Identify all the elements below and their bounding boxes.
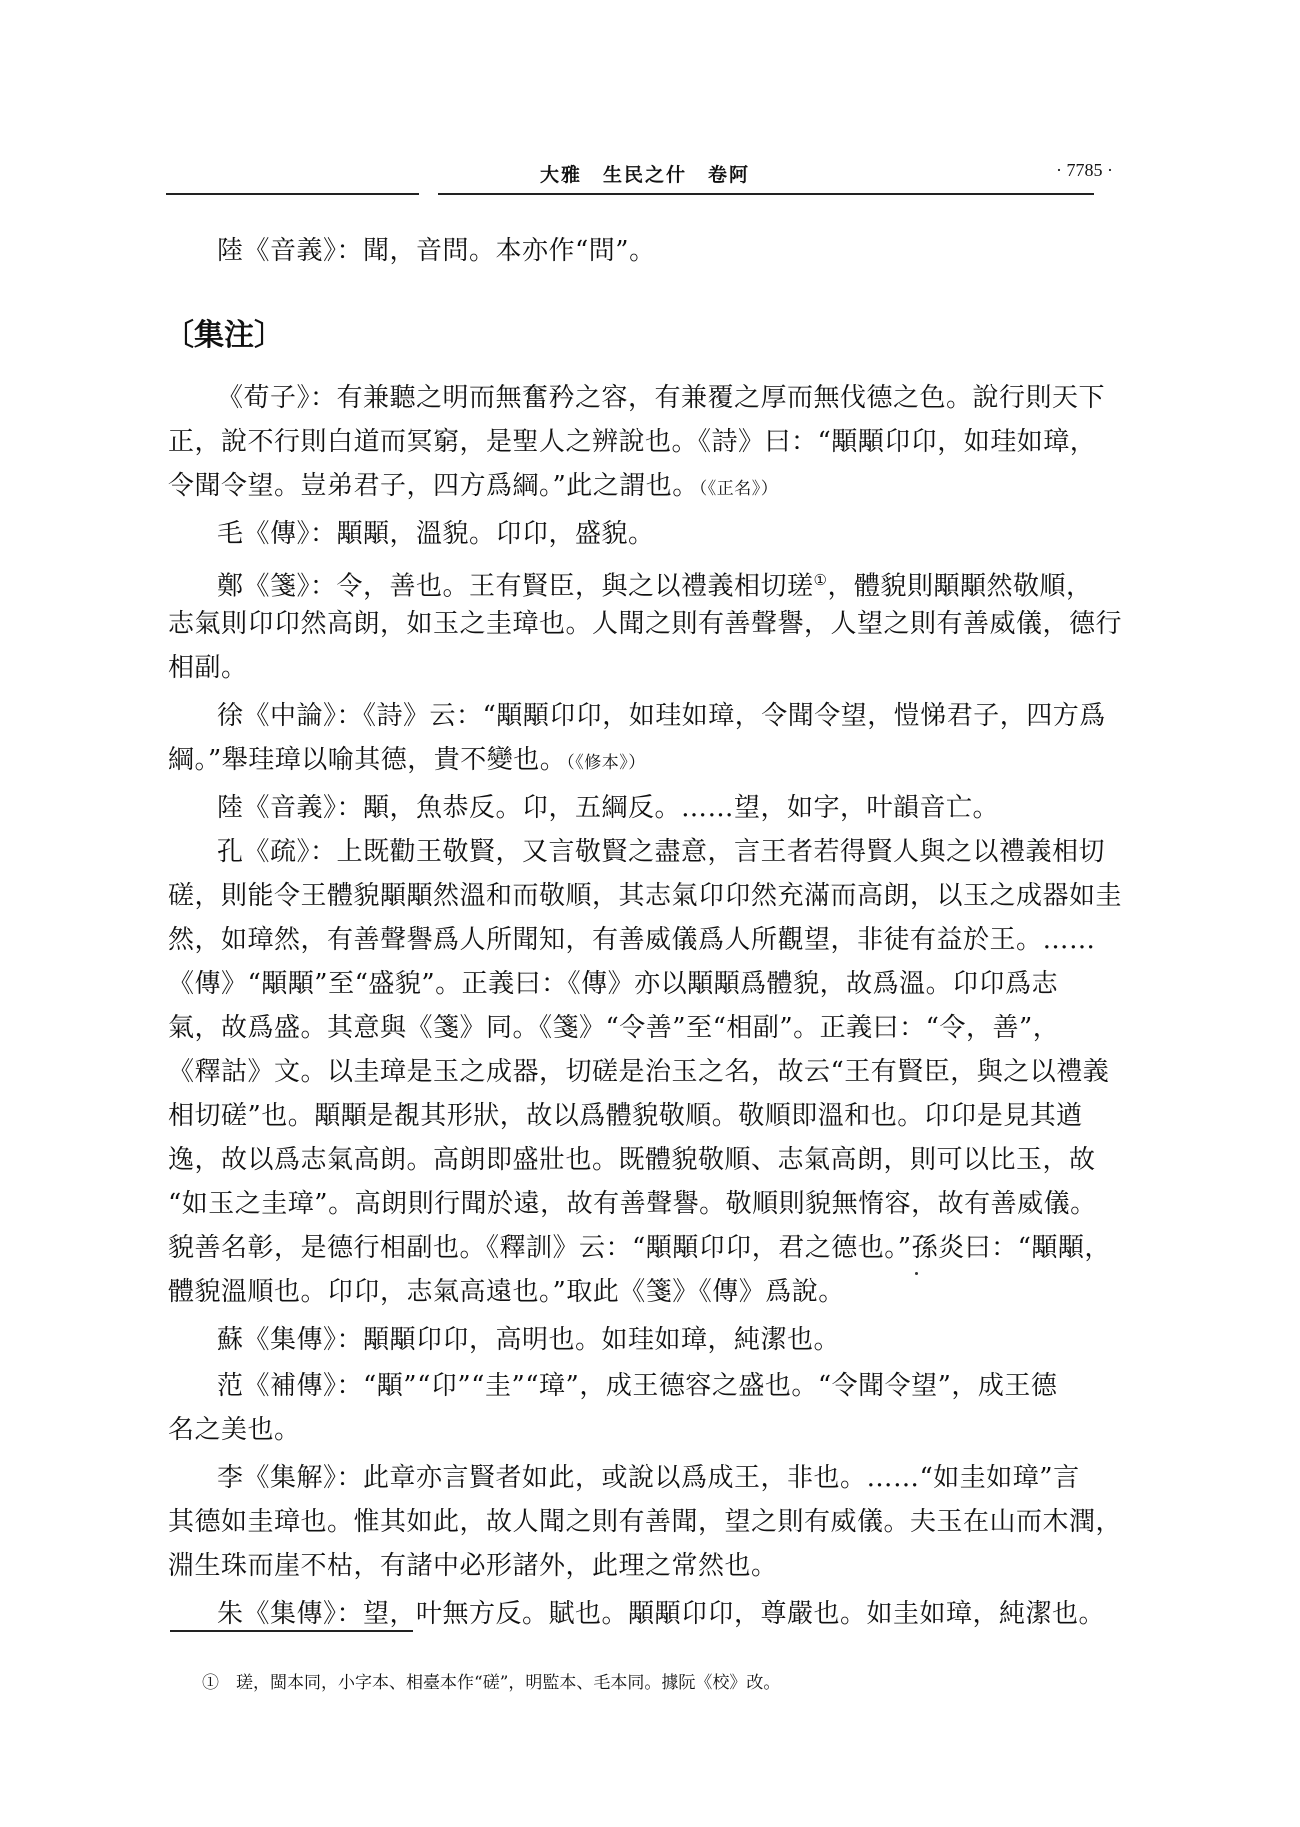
line-text: 《傳》“顒顒”至“盛貌”。正義曰：《傳》亦以顒顒爲體貌，故爲溫。卬卬爲志 bbox=[168, 969, 1059, 999]
text-line bbox=[168, 1008, 1059, 1048]
source-citation: （《正名》） bbox=[698, 479, 779, 499]
line-text: 李《集解》：此章亦言賢者如此，或說以爲成王，非也。……“如圭如璋”言 bbox=[217, 1463, 1080, 1493]
line-text: 正，說不行則白道而冥窮，是聖人之辨說也。《詩》曰：“顒顒卬卬，如珪如璋， bbox=[168, 427, 1097, 457]
line-text: 相切磋”也。顒顒是覩其形狀，故以爲體貌敬順。敬順即溫和也。卬卬是見其遒 bbox=[168, 1101, 1083, 1131]
line-text: 陸《音義》：顒，魚恭反。卬，五綱反。……望，如字，叶韻音亡。 bbox=[217, 793, 1000, 823]
line-text: 范《補傳》：“顒”“卬”“圭”“璋”，成王德容之盛也。“令聞令望”，成王德 bbox=[217, 1371, 1058, 1401]
text-line bbox=[217, 514, 655, 554]
text-line bbox=[168, 740, 646, 783]
text-line bbox=[168, 422, 1096, 462]
text-line bbox=[217, 1320, 840, 1360]
text-line bbox=[217, 1458, 1080, 1498]
line-text: 綱。”舉珪璋以喻其德，貴不變也。 bbox=[168, 745, 567, 775]
line-text: 朱《集傳》：望，叶無方反。賦也。顒顒卬卬，尊嚴也。如圭如璋，純潔也。 bbox=[217, 1599, 1106, 1629]
text-line bbox=[168, 1228, 1111, 1268]
line-text-continued: ，體貌則顒顒然敬順， bbox=[827, 571, 1093, 602]
text-line bbox=[168, 1272, 845, 1312]
text-line bbox=[168, 964, 1058, 1004]
footnote: ① 瑳，閩本同，小字本、相臺本作“磋”，明監本、毛本同。據阮《校》改。 bbox=[202, 1673, 781, 1693]
line-text: 毛《傳》：顒顒，溫貌。卬卬，盛貌。 bbox=[217, 519, 655, 549]
line-text: 蘇《集傳》：顒顒卬卬，高明也。如珪如璋，純潔也。 bbox=[217, 1325, 841, 1355]
text-line bbox=[217, 696, 1106, 736]
text-line bbox=[168, 604, 1122, 644]
line-text: 令聞令望。豈弟君子，四方爲綱。”此之謂也。 bbox=[168, 471, 699, 501]
line-text: 相副。 bbox=[168, 653, 248, 683]
ink-speck bbox=[915, 1272, 918, 1275]
page-header bbox=[0, 0, 1300, 200]
page-number: · 7785 · bbox=[1056, 160, 1113, 180]
text-line bbox=[168, 1140, 1096, 1180]
line-text: 然，如璋然，有善聲譽爲人所聞知，有善威儀爲人所觀望，非徒有益於王。…… bbox=[168, 925, 1096, 955]
intro-line: 陸《音義》：聞，音問。本亦作“問”。 bbox=[217, 236, 656, 266]
section-heading: 〔集注〕 bbox=[164, 318, 284, 353]
text-line bbox=[168, 876, 1122, 916]
text-line bbox=[168, 648, 248, 688]
text-line bbox=[217, 832, 1105, 872]
line-text: 磋，則能令王體貌顒顒然溫和而敬順，其志氣卬卬然充滿而高朗，以玉之成器如圭 bbox=[168, 881, 1123, 911]
line-text: 名之美也。 bbox=[168, 1415, 301, 1445]
line-text: 鄭《箋》：令，善也。王有賢臣，與之以禮義相切瑳 bbox=[217, 571, 814, 602]
text-line bbox=[168, 1184, 1097, 1224]
line-text: 淵生珠而崖不枯，有諸中必形諸外，此理之常然也。 bbox=[168, 1551, 778, 1581]
header-rule-right bbox=[438, 193, 1094, 195]
line-text: 氣，故爲盛。其意與《箋》同。《箋》“令善”至“相副”。正義曰：“令，善”， bbox=[168, 1013, 1060, 1043]
text-line bbox=[217, 378, 1105, 418]
line-text: “如玉之圭璋”。高朗則行聞於遠，故有善聲譽。敬順則貌無惰容，故有善威儀。 bbox=[168, 1189, 1097, 1219]
text-line bbox=[217, 560, 1092, 607]
text-line bbox=[168, 920, 1096, 960]
header-rule-left bbox=[166, 193, 419, 195]
line-text: 《荀子》：有兼聽之明而無奮矜之容，有兼覆之厚而無伐德之色。說行則天下 bbox=[217, 383, 1106, 413]
line-text: 《釋詁》文。以圭璋是玉之成器，切磋是治玉之名，故云“王有賢臣，與之以禮義 bbox=[168, 1057, 1110, 1087]
text-line bbox=[168, 1410, 301, 1450]
running-title: 大雅 生民之什 卷阿 bbox=[540, 164, 751, 186]
text-line bbox=[217, 1366, 1057, 1406]
text-line bbox=[168, 1052, 1109, 1092]
source-citation: （《修本》） bbox=[566, 753, 646, 773]
line-text: 貌善名彰，是德行相副也。《釋訓》云：“顒顒卬卬，君之德也。”孫炎曰：“顒顒， bbox=[168, 1233, 1111, 1263]
line-text: 志氣則卬卬然高朗，如玉之圭璋也。人聞之則有善聲譽，人望之則有善威儀，德行 bbox=[168, 609, 1123, 639]
text-line bbox=[168, 1546, 778, 1586]
text-line bbox=[217, 1594, 1105, 1634]
text-line bbox=[217, 788, 999, 828]
text-line bbox=[168, 1096, 1083, 1136]
footnote-marker[interactable]: ① bbox=[813, 571, 828, 589]
text-line bbox=[168, 1502, 1122, 1542]
text-line bbox=[168, 466, 778, 509]
line-text: 其德如圭璋也。惟其如此，故人聞之則有善聞，望之則有威儀。夫玉在山而木潤， bbox=[168, 1507, 1123, 1537]
line-text: 逸，故以爲志氣高朗。高朗即盛壯也。既體貌敬順、志氣高朗，則可以比玉，故 bbox=[168, 1145, 1096, 1175]
line-text: 徐《中論》：《詩》云：“顒顒卬卬，如珪如璋，令聞令望，愷悌君子，四方爲 bbox=[217, 701, 1106, 731]
line-text: 孔《疏》：上既勸王敬賢，又言敬賢之盡意，言王者若得賢人與之以禮義相切 bbox=[217, 837, 1106, 867]
footnote-rule bbox=[170, 1630, 413, 1632]
line-text: 體貌溫順也。卬卬，志氣高遠也。”取此《箋》《傳》爲說。 bbox=[168, 1277, 845, 1307]
